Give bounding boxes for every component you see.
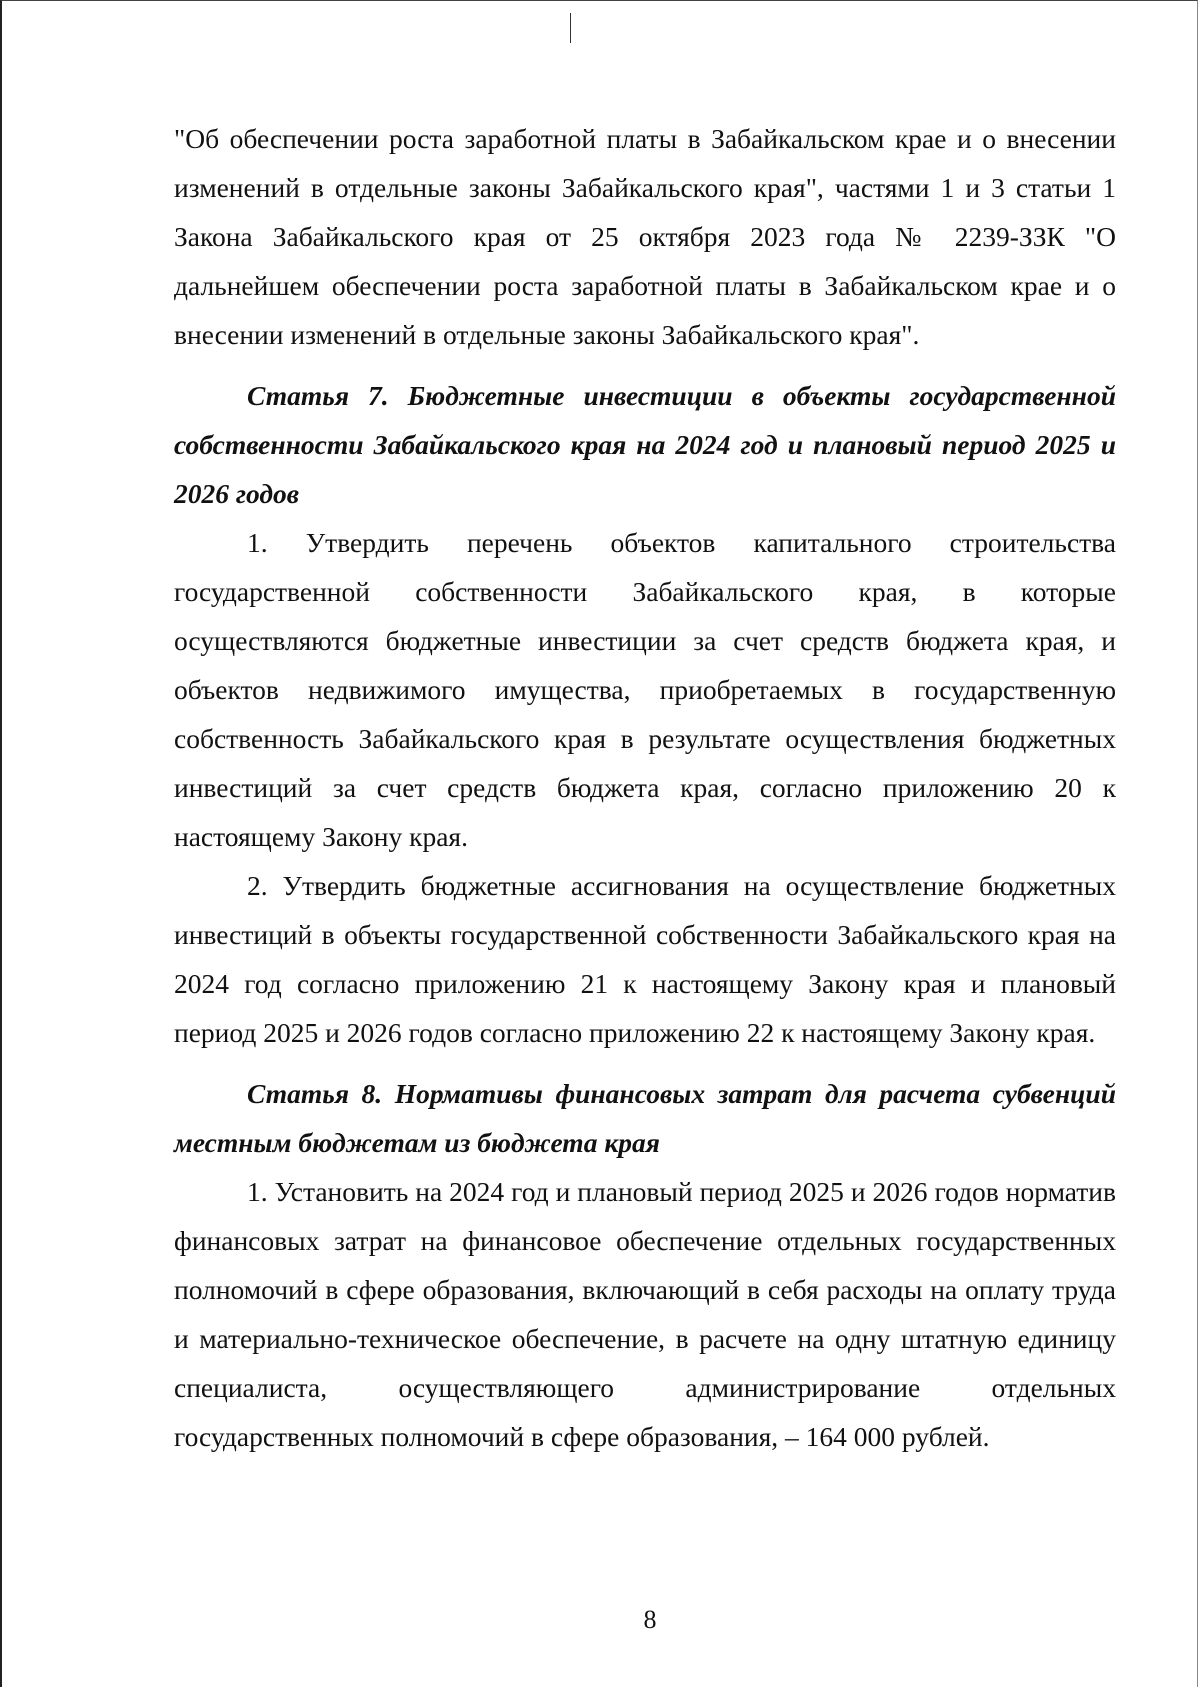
article-7-paragraph-2: 2. Утвердить бюджетные ассигнования на осуществление бюджетных инвестиций в объекты государственной собственности Забайкальского края на 2024 год согласно приложению 21 к настоящему Закону края и плановый период 2025 и 2026 годов согласно приложению 22 к настоящему Закону края. [174,870,1116,1048]
article-8-heading: Статья 8. Нормативы финансовых затрат для расчета субвенций местным бюджетам из бюджета края [174,1078,1116,1158]
article-7-heading: Статья 7. Бюджетные инвестиции в объекты государственной собственности Забайкальского края на 2024 год и плановый период 2025 и 2026 годов [174,380,1116,509]
document-body [174,114,1116,1461]
page-number: 8 [643,1605,657,1634]
article-7-paragraph-1: 1. Утвердить перечень объектов капитального строительства государственной собственности Забайкальского края, в которые осуществляются бюджетные инвестиции за счет средств бюджета края, и объектов недвижимого имущества, приобретаемых в государственную собственность Забайкальского края в результате осуществления бюджетных инвестиций за счет средств бюджета края, согласно приложению 20 к настоящему Закону края. [174,527,1116,852]
continuation-paragraph: "Об обеспечении роста заработной платы в Забайкальском крае и о внесении изменений в отдельные законы Забайкальского края", частями 1 и 3 статьи 1 Закона Забайкальского края от 25 октября 2023 года № 2239-ЗЗК "О дальнейшем обеспечении роста заработной платы в Забайкальском крае и о внесении изменений в отдельные законы Забайкальского края". [174,123,1116,350]
article-8-paragraph-1: 1. Установить на 2024 год и плановый период 2025 и 2026 годов норматив финансовых затрат на финансовое обеспечение отдельных государственных полномочий в сфере образования, включающий в себя расходы на оплату труда и материально-техническое обеспечение, в расчете на одну штатную единицу специалиста, осуществляющего администрирование отдельных государственных полномочий в сфере образования, – 164 000 рублей. [174,1176,1116,1452]
scan-artifact-mark [570,13,571,43]
